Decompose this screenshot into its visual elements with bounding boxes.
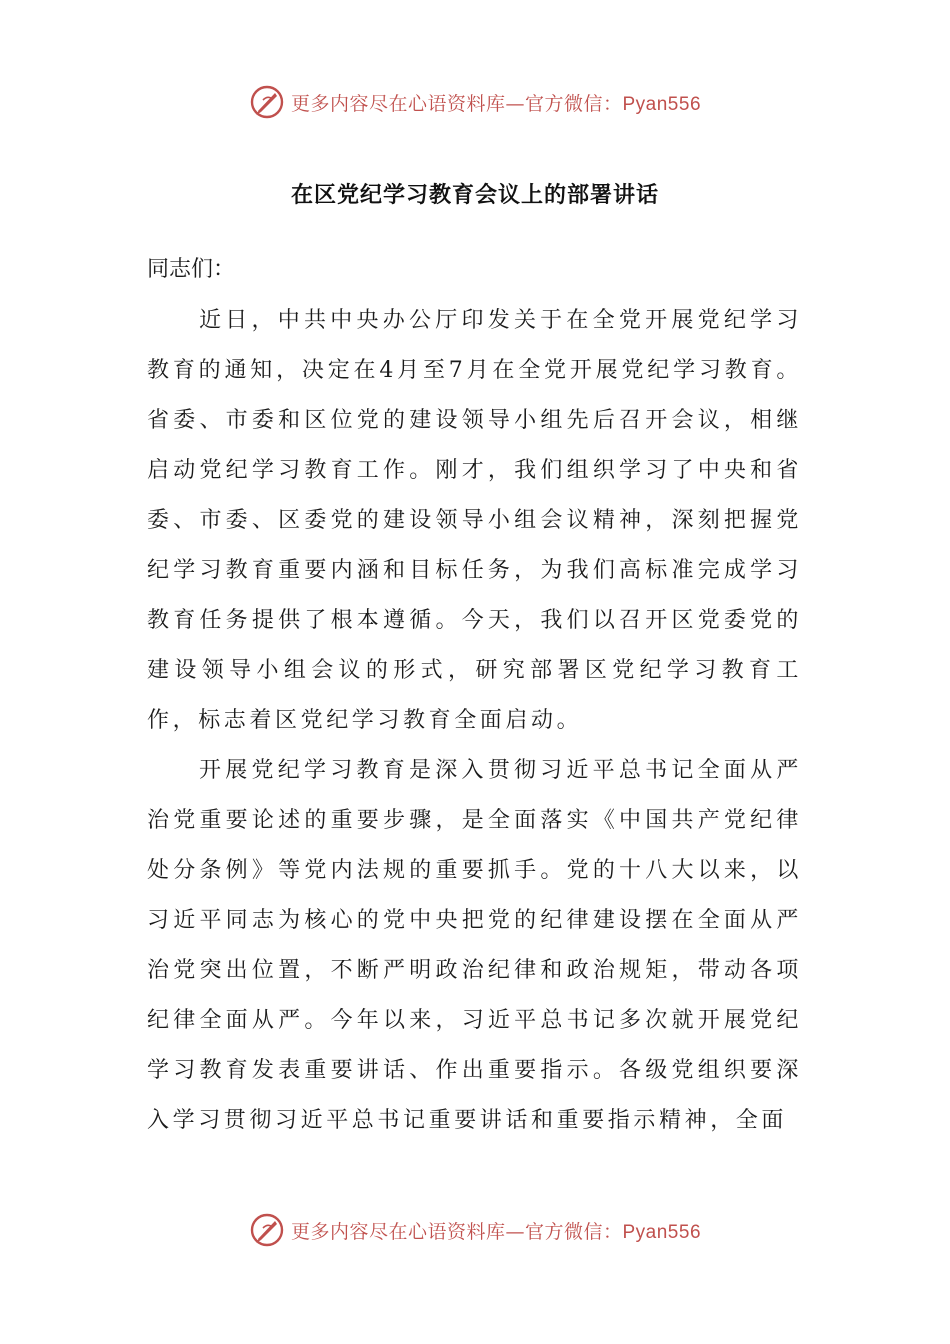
header-banner-label: 更多内容尽在心语资料库—官方微信：: [290, 92, 623, 115]
header-banner: [0, 80, 950, 124]
footer-banner-text: [291, 1217, 701, 1244]
quill-pen-logo-icon: [249, 1212, 285, 1248]
document-title: 在区党纪学习教育会议上的部署讲话: [290, 183, 659, 208]
footer-banner: [0, 1208, 950, 1252]
header-wechat-id: Pyan556: [622, 93, 702, 115]
paragraph-1: 近日，中共中央办公厅印发关于在全党开展党纪学习教育的通知，决定在4月至7月在全党开展党纪学习教育。省委、市委和区位党的建设领导小组先后召开会议，相继启动党纪学习教育工作。刚才，我们组织学习了中央和省委、市委、区委党的建设领导小组会议精神，深刻把握党纪学习教育重要内涵和目标任务，为我们高标准完成学习教育任务提供了根本遵循。今天，我们以召开区党委党的建设领导小组会议的形式，研究部署区党纪学习教育工作，标志着区党纪学习教育全面启动。: [147, 308, 802, 733]
salutation: 同志们：: [147, 257, 236, 282]
header-banner-text: [291, 89, 701, 116]
footer-banner-label: 更多内容尽在心语资料库—官方微信：: [290, 1220, 623, 1243]
document-body: [147, 296, 802, 1146]
paragraph-2: 开展党纪学习教育是深入贯彻习近平总书记全面从严治党重要论述的重要步骤，是全面落实《中国共产党纪律处分条例》等党内法规的重要抓手。党的十八大以来，以习近平同志为核心的党中央把党的纪律建设摆在全面从严治党突出位置，不断严明政治纪律和政治规矩，带动各项纪律全面从严。今年以来，习近平总书记多次就开展党纪学习教育发表重要讲话、作出重要指示。各级党组织要深入学习贯彻习近平总书记重要讲话和重要指示精神，全面: [147, 758, 802, 1133]
quill-pen-logo-icon: [249, 84, 285, 120]
footer-wechat-id: Pyan556: [622, 1221, 702, 1243]
